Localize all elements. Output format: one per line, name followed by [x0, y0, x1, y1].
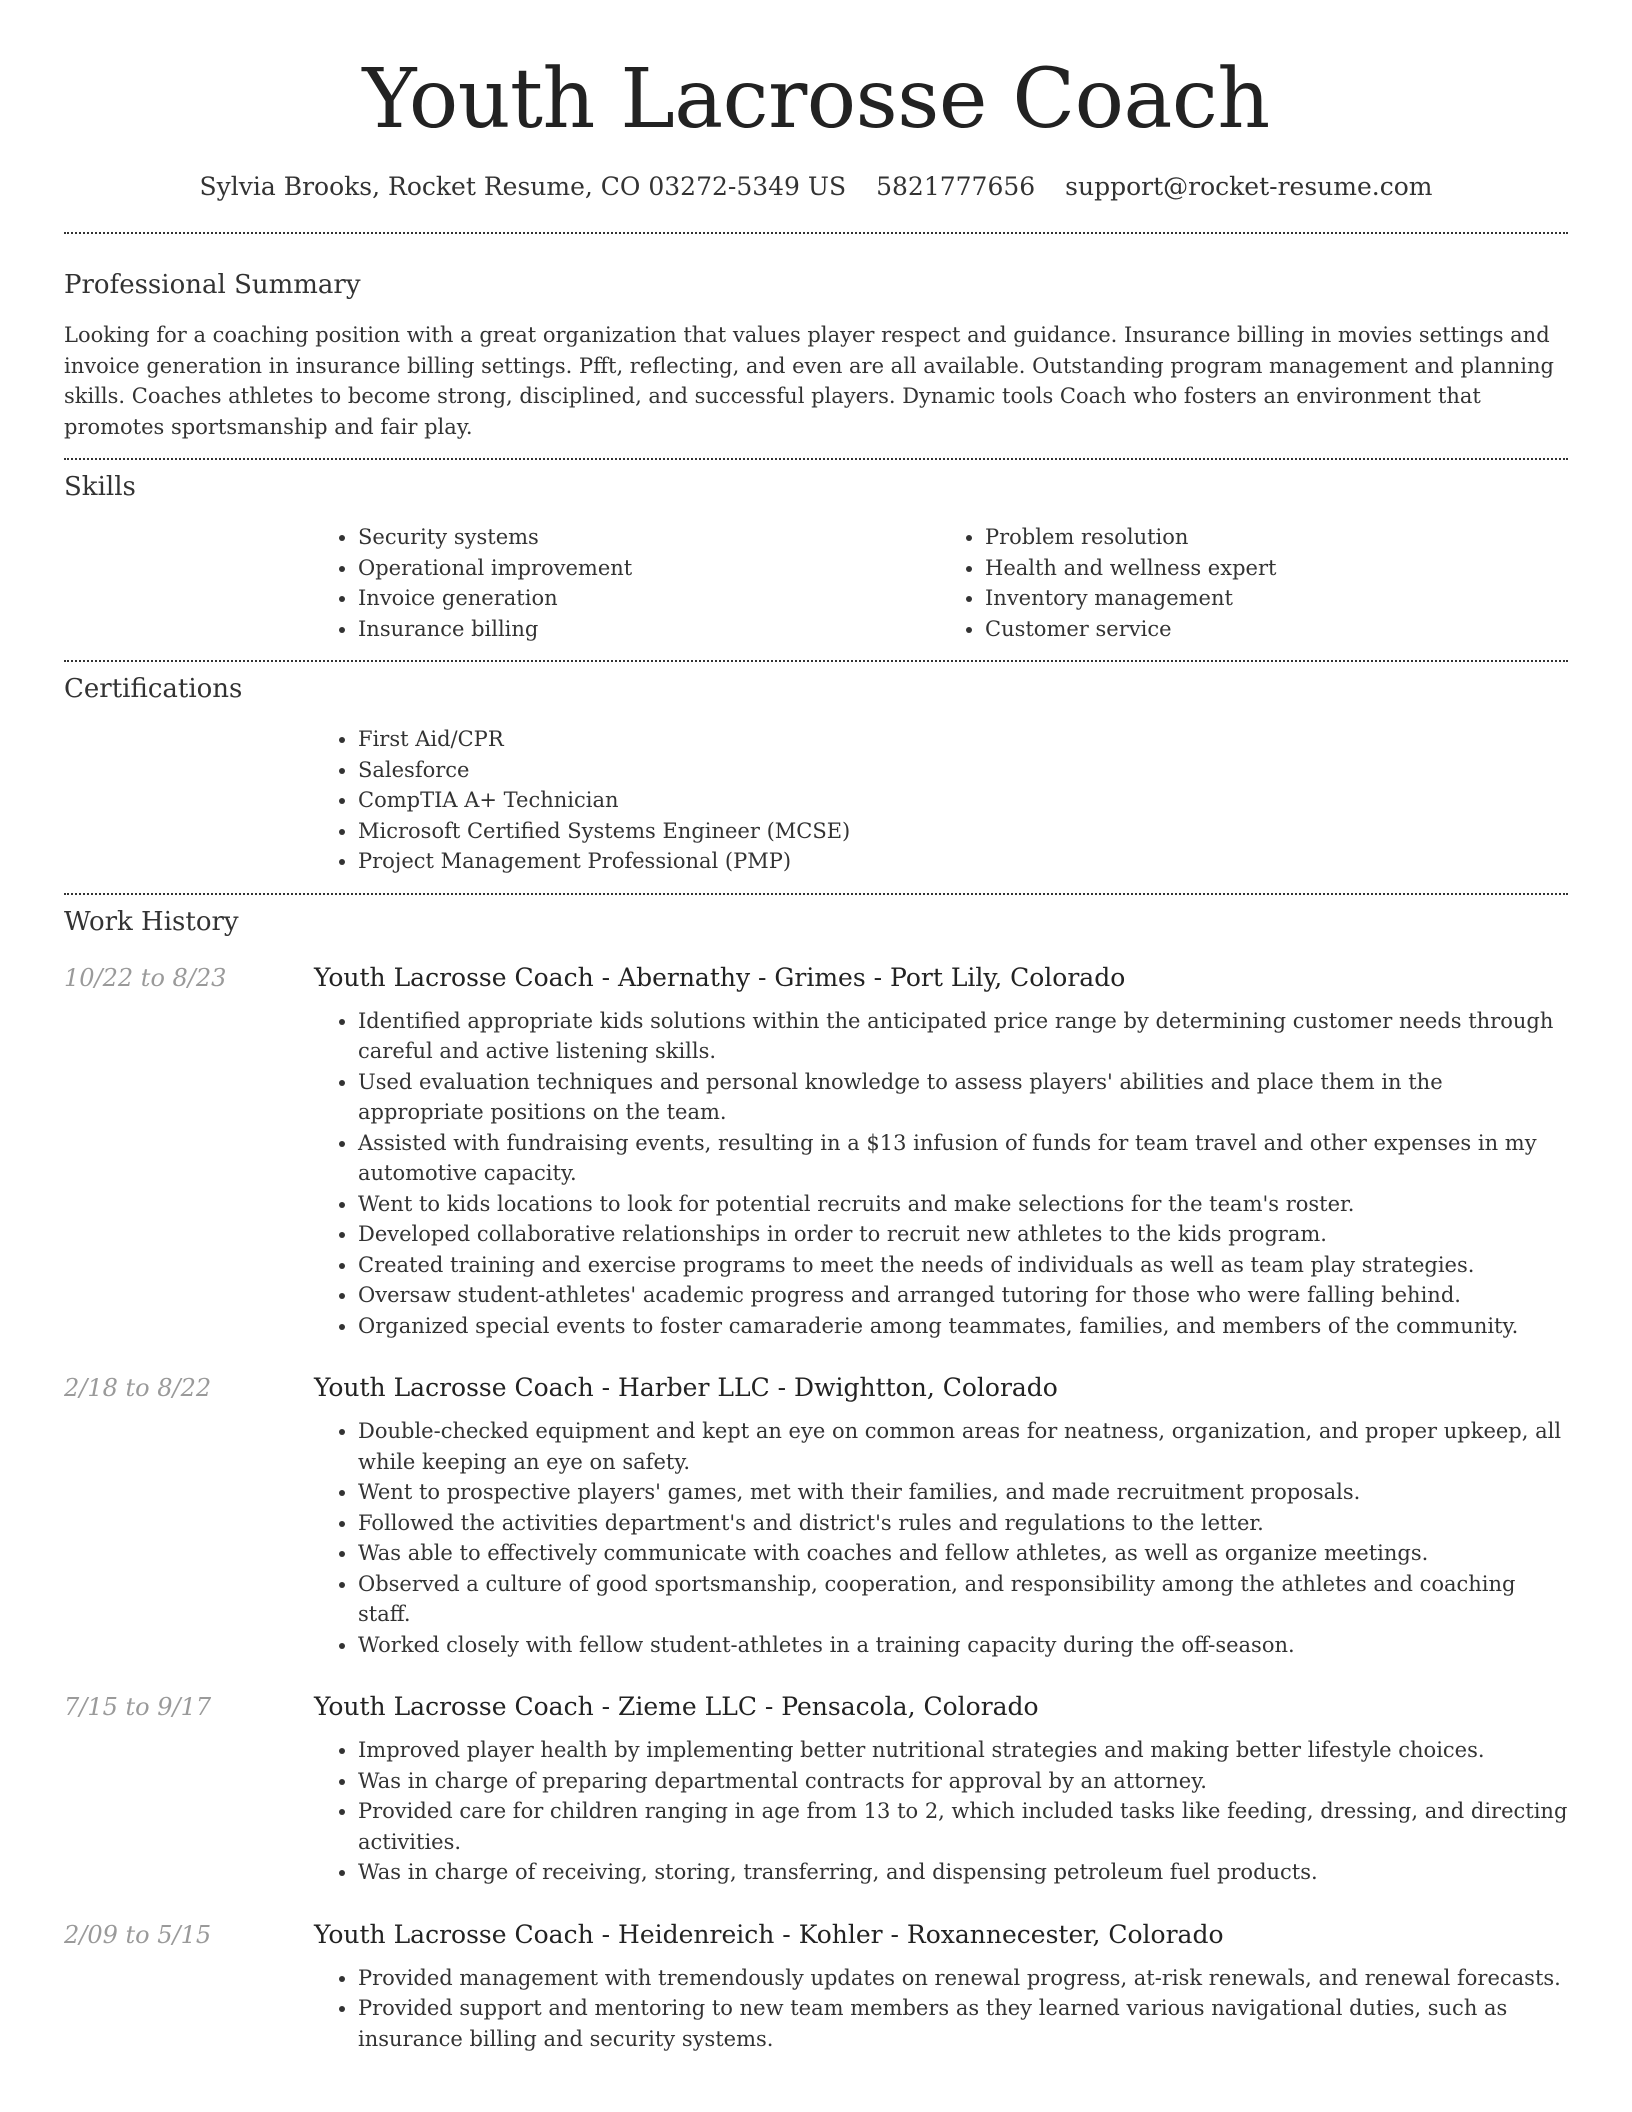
job-bullet: • Went to prospective players' games, met with their families, and made recruitment proposals. [358, 1477, 1568, 1508]
job-body [314, 1918, 1568, 2055]
skill-item: • Inventory management [985, 583, 1568, 614]
job-entry [64, 1371, 1568, 1660]
job-bullet: • Was able to effectively communicate with coaches and fellow athletes, as well as organize meetings. [358, 1538, 1568, 1569]
job-entry [64, 1690, 1568, 1888]
job-bullet: • Provided support and mentoring to new team members as they learned various navigational duties, such as insurance billing and security systems. [358, 1993, 1568, 2054]
job-bullet: • Used evaluation techniques and personal knowledge to assess players' abilities and place them in the appropriate positions on the team. [358, 1067, 1568, 1128]
contact-line [64, 170, 1568, 204]
job-title: Youth Lacrosse Coach - Harber LLC - Dwightton, Colorado [314, 1373, 1058, 1402]
contact-address: Sylvia Brooks, Rocket Resume, CO 03272-5349 US [199, 172, 847, 201]
job-bullet: • Went to kids locations to look for potential recruits and make selections for the team's roster. [358, 1189, 1568, 1220]
job-title: Youth Lacrosse Coach - Zieme LLC - Pensacola, Colorado [314, 1692, 1039, 1721]
skills-section [64, 470, 1568, 644]
skills-heading: Skills [64, 472, 136, 502]
job-body [314, 961, 1568, 1342]
job-dates: 2/09 to 5/15 [64, 1920, 212, 1949]
skills-list-left [314, 522, 941, 644]
job-bullets [314, 1963, 1568, 2055]
job-entry [64, 1918, 1568, 2055]
job-title: Youth Lacrosse Coach - Abernathy - Grimes - Port Lily, Colorado [314, 962, 1126, 992]
work-history-heading: Work History [64, 906, 239, 937]
job-dates: 2/18 to 8/22 [64, 1374, 212, 1402]
skill-item: • Invoice generation [358, 583, 941, 614]
job-bullet: • Followed the activities department's and district's rules and regulations to the letter. [358, 1508, 1568, 1539]
skill-item: • Health and wellness expert [985, 553, 1568, 584]
divider [64, 660, 1568, 662]
job-bullet: • Organized special events to foster camaraderie among teammates, families, and members of the community. [358, 1311, 1568, 1342]
job-bullet: • Provided management with tremendously updates on renewal progress, at-risk renewals, and renewal forecasts. [358, 1963, 1568, 1994]
contact-email: support@rocket-resume.com [1065, 172, 1433, 201]
job-bullet: • Assisted with fundraising events, resulting in a $13 infusion of funds for team travel and other expenses in my automotive capacity. [358, 1128, 1568, 1189]
job-title: Youth Lacrosse Coach - Heidenreich - Kohler - Roxannecester, Colorado [314, 1919, 1224, 1949]
job-body [314, 1371, 1568, 1660]
skill-item: • Customer service [985, 614, 1568, 645]
job-bullet: • Improved player health by implementing better nutritional strategies and making better lifestyle choices. [358, 1735, 1568, 1766]
certifications-heading: Certifications [64, 674, 243, 704]
job-bullet: • Double-checked equipment and kept an eye on common areas for neatness, organization, and proper upkeep, all while keeping an eye on safety. [358, 1416, 1568, 1477]
job-bullet: • Was in charge of receiving, storing, transferring, and dispensing petroleum fuel products. [358, 1857, 1568, 1888]
job-bullet: • Provided care for children ranging in age from 13 to 2, which included tasks like feeding, dressing, and directing activities. [358, 1796, 1568, 1857]
job-bullet: • Oversaw student-athletes' academic progress and arranged tutoring for those who were falling behind. [358, 1280, 1568, 1311]
summary-heading: Professional Summary [64, 270, 361, 300]
job-bullet: • Created training and exercise programs to meet the needs of individuals as well as team play strategies. [358, 1250, 1568, 1281]
summary-text: Looking for a coaching position with a great organization that values player respect and guidance. Insurance billing in movies settings and invoice generation in insurance billing settings. Pfft, reflecting, and even are all available. Outstanding program management and planning skills. Coaches athletes to become strong, disciplined, and successful players. Dynamic tools Coach who fosters an environment that promotes sportsmanship and fair play. [64, 323, 1554, 439]
skill-item: • Insurance billing [358, 614, 941, 645]
skill-item: • Operational improvement [358, 553, 941, 584]
job-bullet: • Identified appropriate kids solutions within the anticipated price range by determining customer needs through careful and active listening skills. [358, 1006, 1568, 1067]
job-bullets [314, 1006, 1568, 1342]
job-bullets [314, 1416, 1568, 1660]
job-dates: 7/15 to 9/17 [64, 1693, 212, 1721]
job-bullet: • Worked closely with fellow student-athletes in a training capacity during the off-season. [358, 1630, 1568, 1661]
job-dates: 10/22 to 8/23 [64, 963, 227, 992]
certification-item: • Salesforce [358, 755, 1568, 786]
job-bullet: • Was in charge of preparing departmental contracts for approval by an attorney. [358, 1766, 1568, 1797]
resume-title: Youth Lacrosse Coach [362, 52, 1270, 147]
divider [64, 232, 1568, 234]
skill-item: • Security systems [358, 522, 941, 553]
summary-section [64, 268, 1568, 442]
job-entry [64, 961, 1568, 1342]
certification-item: • First Aid/CPR [358, 724, 1568, 755]
skills-list-right [941, 522, 1568, 644]
certifications-list [314, 724, 1568, 877]
skill-item: • Problem resolution [985, 522, 1568, 553]
contact-phone: 5821777656 [876, 172, 1036, 201]
job-body [314, 1690, 1568, 1888]
certification-item: • Microsoft Certified Systems Engineer (MCSE) [358, 816, 1568, 847]
skills-grid [314, 522, 1568, 644]
certification-item: • CompTIA A+ Technician [358, 785, 1568, 816]
job-bullet: • Developed collaborative relationships in order to recruit new athletes to the kids program. [358, 1219, 1568, 1250]
job-bullet: • Observed a culture of good sportsmanship, cooperation, and responsibility among the athletes and coaching staff. [358, 1569, 1568, 1630]
certifications-section [64, 672, 1568, 877]
work-history-section [64, 905, 1568, 2055]
job-bullets [314, 1735, 1568, 1888]
divider [64, 893, 1568, 895]
divider [64, 458, 1568, 460]
certification-item: • Project Management Professional (PMP) [358, 846, 1568, 877]
